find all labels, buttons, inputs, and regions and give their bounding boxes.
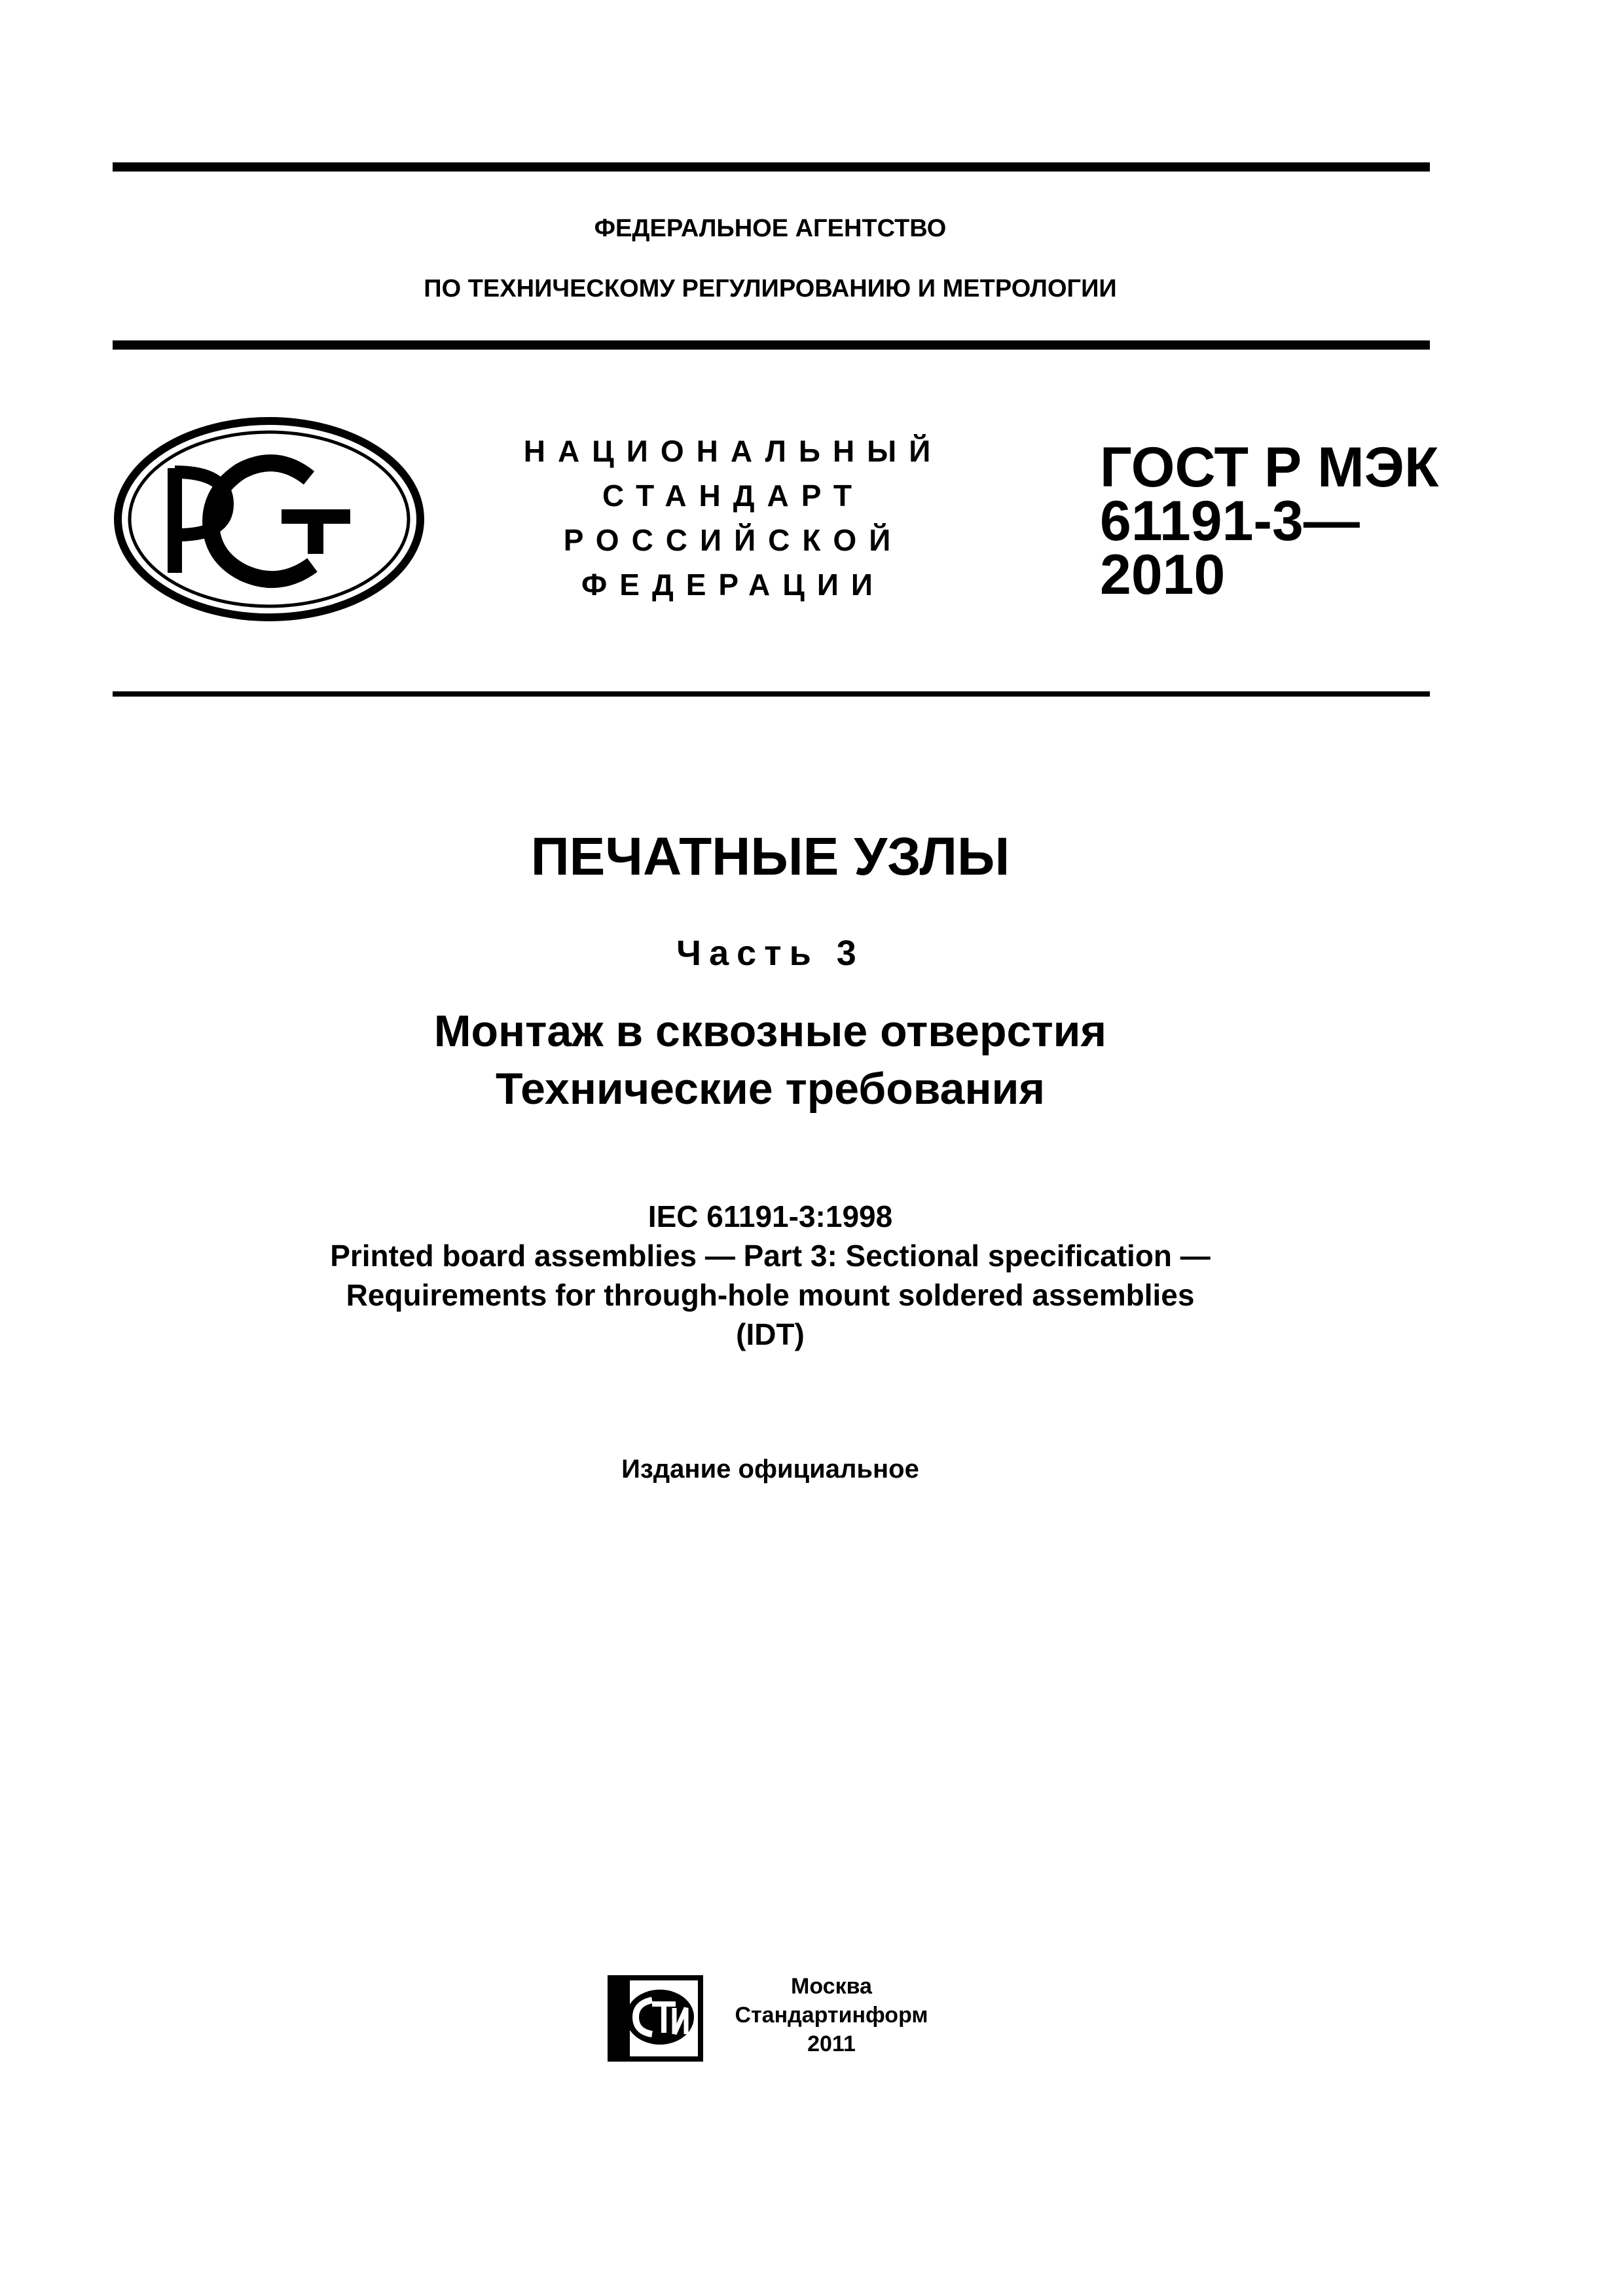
agency-name-line1: ФЕДЕРАЛЬНОЕ АГЕНТСТВО	[594, 215, 947, 242]
iec-title-line1: Printed board assemblies — Part 3: Sectional specification —	[330, 1239, 1211, 1273]
national-standard-line3: РОССИЙСКОЙ	[563, 523, 903, 557]
edition-label: Издание официальное	[621, 1455, 919, 1484]
part-number: Часть 3	[676, 934, 864, 973]
designation-bottom-rule	[113, 691, 1430, 697]
rst-logo	[113, 416, 426, 623]
publisher-name: Стандартинформ	[735, 2003, 928, 2028]
national-standard-line1: НАЦИОНАЛЬНЫЙ	[523, 434, 943, 468]
iec-identity-mark: (IDT)	[736, 1317, 805, 1351]
iec-title-line2: Requirements for through-hole mount soldered assemblies	[346, 1278, 1195, 1312]
agency-name-line2: ПО ТЕХНИЧЕСКОМУ РЕГУЛИРОВАНИЮ И МЕТРОЛОГИИ	[424, 275, 1117, 302]
publication-year: 2011	[807, 2032, 856, 2056]
gost-designation-line3: 2010	[1100, 543, 1226, 606]
national-standard-line4: ФЕДЕРАЦИИ	[581, 568, 885, 602]
gost-designation-line2: 61191-3—	[1100, 490, 1360, 553]
iec-reference: IEC 61191-3:1998	[647, 1199, 893, 1233]
subtitle-line1: Монтаж в сквозные отверстия	[433, 1006, 1107, 1056]
national-standard-line2: СТАНДАРТ	[602, 479, 864, 513]
gost-designation-line1: ГОСТ Р МЭК	[1100, 436, 1439, 499]
standartinform-logo	[606, 1974, 704, 2063]
subtitle-line2: Технические требования	[495, 1064, 1046, 1114]
header-bottom-rule	[113, 340, 1430, 350]
top-rule	[113, 162, 1430, 172]
publisher-city: Москва	[791, 1974, 872, 1999]
document-title: ПЕЧАТНЫЕ УЗЛЫ	[530, 827, 1010, 886]
